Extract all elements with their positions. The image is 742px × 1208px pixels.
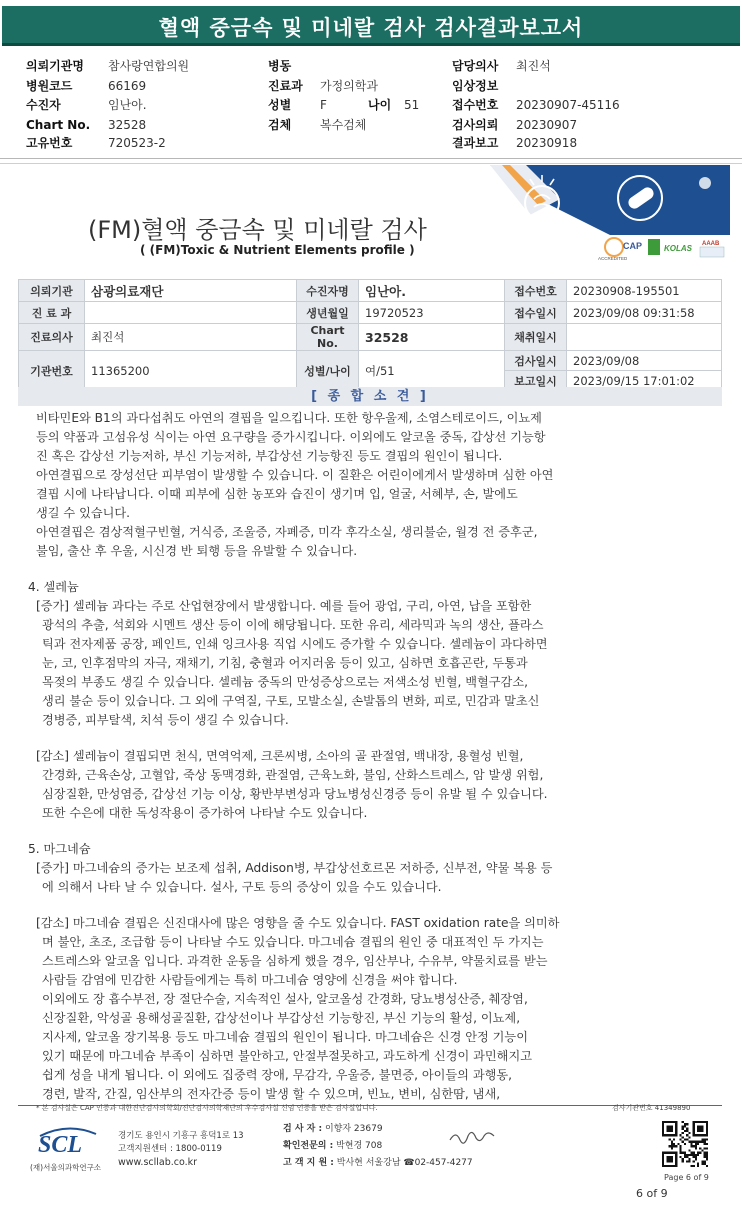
header-value: F — [320, 98, 327, 112]
table-value: 2023/09/15 17:01:02 — [567, 371, 722, 391]
body-line: 쉽게 성을 내게 됩니다. 이 외에도 집중력 장애, 무감각, 우울증, 불면증, 아이들의 과행동, — [42, 1068, 513, 1082]
header-key: 성별 — [268, 98, 292, 112]
lab-address: 경기도 용인시 기흥구 흥덕1로 13 — [118, 1131, 244, 1141]
header-row — [452, 78, 516, 94]
header-value: 가정의학과 — [320, 79, 378, 93]
body-line: 경병증, 피부탈색, 치석 등이 생길 수 있습니다. — [42, 713, 289, 727]
report-title-bar — [0, 0, 742, 52]
report-title: (FM)혈액 중금속 및 미네랄 검사 — [88, 216, 427, 244]
body-line: [감소] 셀레늄이 결핍되면 천식, 면역억제, 크론씨병, 소아의 골 관절염, 백내장, 용혈성 빈혈, — [36, 749, 524, 763]
signer-row — [283, 1138, 473, 1155]
table-row — [19, 324, 722, 351]
signer-value: 박현경 708 — [336, 1141, 383, 1151]
table-value: 임난아. — [359, 280, 505, 302]
lab-website[interactable]: www.scllab.co.kr — [118, 1157, 198, 1168]
document-title: 혈액 중금속 및 미네랄 검사 검사결과보고서 — [158, 16, 584, 40]
header-key: 결과보고 — [452, 136, 499, 150]
bubble-icon — [699, 177, 711, 189]
header-key: 고유번호 — [26, 136, 73, 150]
paragraph-gap — [28, 897, 718, 914]
body-line: 틱과 전자제품 공장, 페인트, 인쇄 잉크사용 직업 시에도 증가할 수 있습니다. 셀레늄이 과다하면 — [42, 637, 548, 651]
signer-value: 이향자 23679 — [324, 1124, 383, 1134]
header-value: 참사랑연합의원 — [108, 59, 190, 73]
body-line: 아연결핍은 겸상적혈구빈혈, 거식증, 조울증, 자폐증, 미각 후각소실, 생리불순, 월경 전 증후군, — [36, 525, 538, 539]
table-value: 19720523 — [359, 302, 505, 324]
header-key: 접수번호 — [452, 98, 499, 112]
body-line: 경련, 발작, 간질, 임산부의 전자간증 등이 발생 할 수 있으며, 빈뇨, 변비, 심한땀, 냄새, — [42, 1087, 501, 1101]
signer-key: 확인전문의 : — [283, 1141, 334, 1151]
header-value: 32528 — [108, 118, 147, 132]
header-row — [452, 117, 577, 133]
table-row — [19, 302, 722, 324]
body-line: 광석의 추출, 석회와 시멘트 생산 등이 이에 해당됩니다. 또한 유리, 세라믹과 녹의 생산, 플라스 — [42, 618, 544, 632]
table-label: 생년월일 — [297, 302, 359, 324]
lab-id: 검사기관번호 41349890 — [612, 1104, 691, 1112]
section-heading: 4. 셀레늄 — [28, 580, 79, 594]
header-row — [26, 117, 146, 133]
body-line: 있기 때문에 마그네슘 부족이 심하면 불안하고, 안절부절못하고, 과도하게 신경이 과민해지고 — [42, 1049, 532, 1063]
body-line: 목젖의 부종도 생길 수 있습니다. 셀레늄 중독의 만성증상으로는 저색소성 빈혈, 백혈구감소, — [42, 675, 528, 689]
header-key: 의뢰기관명 — [26, 59, 84, 73]
divider — [0, 158, 742, 159]
body-line: 며 불안, 초조, 조급함 등이 나타날 수도 있습니다. 마그네슘 결핍의 원인 중 대표적인 두 가지는 — [42, 935, 544, 949]
logo-text: SCL — [38, 1132, 83, 1158]
body-line: 신장질환, 악성골 용해성골질환, 갑상선이나 부갑상선 기능항진, 부신 기능의 활성, 이뇨제, — [42, 1011, 521, 1025]
signer-key: 고 객 지 원 : — [283, 1158, 334, 1168]
scl-logo — [30, 1124, 104, 1174]
header-key: 병동 — [268, 59, 292, 73]
body-line: 또한 수은에 대한 독성작용이 증가하여 나타날 수도 있습니다. — [42, 806, 368, 820]
page-indicator-small: Page 6 of 9 — [664, 1173, 709, 1182]
header-value: 최진석 — [516, 59, 551, 73]
header-key: 검체 — [268, 118, 292, 132]
body-line: 아연결핍으로 장성선단 피부염이 발생할 수 있습니다. 이 질환은 어린이에게서 발생하며 심한 아연 — [36, 468, 554, 482]
body-line: 비타민E와 B1의 과다섭취도 아연의 결핍을 일으킵니다. 또한 항우울제, 소염스테로이드, 이뇨제 — [36, 411, 542, 425]
body-line: 생길 수 있습니다. — [36, 506, 131, 520]
header-row — [268, 97, 419, 113]
body-line: 불임, 출산 후 우울, 시신경 반 퇴행 등을 유발할 수 있습니다. — [36, 544, 358, 558]
footer-note: * 본 검사실은 CAP 인증과 대한진단검사의학회/진단검사의학재단의 우수검사실 신임 인증을 받은 검사실입니다. — [36, 1104, 378, 1112]
header-value: 20230918 — [516, 136, 578, 150]
header-row — [26, 58, 189, 74]
body-line: 스트레스와 알코올 입니다. 과격한 운동을 심하게 했을 경우, 임산부나, 수유부, 약물치료를 받는 — [42, 954, 548, 968]
signer-row — [283, 1155, 473, 1172]
header-row — [452, 58, 551, 74]
svg-text:CAP: CAP — [623, 241, 643, 251]
section-heading: 5. 마그네슘 — [28, 842, 91, 856]
table-value: 삼광의료재단 — [85, 280, 297, 302]
summary-heading: [ 종 합 소 견 ] — [18, 387, 722, 406]
header-key: 임상정보 — [452, 79, 499, 93]
table-label: 수진자명 — [297, 280, 359, 302]
header-value: 20230907 — [516, 118, 578, 132]
aaab-logo — [700, 241, 724, 257]
body-line: 간경화, 근육손상, 고혈압, 죽상 동맥경화, 관절염, 근육노화, 불임, 산화스트레스, 암 발생 위험, — [42, 768, 544, 782]
table-label: 기관번호 — [19, 351, 85, 391]
header-key: 수진자 — [26, 98, 61, 112]
header-row — [452, 97, 620, 113]
table-value: 2023/09/08 — [567, 351, 722, 371]
age-key: 나이 — [368, 98, 392, 112]
paragraph-gap — [28, 730, 718, 747]
table-value — [85, 302, 297, 324]
signer-value: 박사현 서울강남 ☎02-457-4277 — [336, 1158, 473, 1168]
table-label: 접수번호 — [505, 280, 567, 302]
handwritten-signature — [448, 1128, 498, 1148]
age-value: 51 — [404, 98, 420, 112]
svg-text:AAAB: AAAB — [702, 241, 720, 247]
table-label: 접수일시 — [505, 302, 567, 324]
body-line: 진 혹은 갑상선 기능저하, 부신 기능저하, 부갑상선 기능항진 등도 결핍의 원인이 됩니다. — [36, 449, 503, 463]
header-row — [452, 135, 577, 151]
header-value: 복수검체 — [320, 118, 367, 132]
qr-code[interactable] — [662, 1121, 708, 1167]
patient-info-table — [18, 279, 722, 391]
logo-subtext: (재)서울의과학연구소 — [30, 1163, 102, 1172]
table-value: 여/51 — [359, 351, 505, 391]
header-key: 병원코드 — [26, 79, 73, 93]
body-line: [증가] 셀레늄 과다는 주로 산업현장에서 발생합니다. 예를 들어 광업, 구리, 아연, 납을 포함한 — [36, 599, 532, 613]
table-label: 진료의사 — [19, 324, 85, 351]
body-line: [감소] 마그네슘 결핍은 신진대사에 많은 영향을 줄 수도 있습니다. FAST oxidation rate을 의미하 — [36, 916, 560, 930]
table-row — [19, 351, 722, 371]
page-indicator: 6 of 9 — [636, 1187, 668, 1200]
paragraph-gap — [28, 823, 718, 840]
body-line: 결핍 시에 나타납니다. 이때 피부에 심한 농포와 습진이 생기며 입, 얼굴, 서혜부, 손, 발에도 — [36, 487, 518, 501]
table-value — [567, 324, 722, 351]
table-value: 32528 — [359, 324, 505, 351]
table-label: 성별/나이 — [297, 351, 359, 391]
kolas-logo — [648, 239, 693, 255]
body-line: [증가] 마그네슘의 증가는 보조제 섭취, Addison병, 부갑상선호르몬 저하증, 신부전, 약물 복용 등 — [36, 861, 553, 875]
table-row — [19, 280, 722, 302]
header-value: 20230907-45116 — [516, 98, 620, 112]
header-row — [26, 135, 166, 151]
cap-accreditation-logo — [598, 238, 642, 261]
svg-text:KOLAS: KOLAS — [664, 244, 692, 253]
table-label: 의뢰기관 — [19, 280, 85, 302]
body-line: 등의 약품과 고섬유성 식이는 아연 요구량을 증가시킵니다. 이외에도 알코올 중독, 갑상선 기능항 — [36, 430, 546, 444]
table-value: 2023/09/08 09:31:58 — [567, 302, 722, 324]
lab-contact — [118, 1130, 244, 1169]
body-line: 심장질환, 만성염증, 갑상선 기능 이상, 황반부변성과 당뇨병성신경증 등이 유발 될 수 있습니다. — [42, 787, 548, 801]
table-label: Chart No. — [297, 324, 359, 351]
table-value: 20230908-195501 — [567, 280, 722, 302]
header-key: 담당의사 — [452, 59, 499, 73]
header-row — [268, 117, 366, 133]
report-subtitle: ( (FM)Toxic & Nutrient Elements profile ) — [140, 243, 415, 257]
signer-block — [283, 1121, 473, 1172]
body-line: 지사제, 알코올 장기복용 등도 마그네슘 결핍의 원인이 됩니다. 마그네슘은 신경 안정 기능이 — [42, 1030, 528, 1044]
report-banner — [490, 165, 730, 273]
header-value: 66169 — [108, 79, 147, 93]
body-line: 사람들 감염에 민감한 사람들에게는 특히 마그네슘 영양에 신경을 써야 합니다. — [42, 973, 458, 987]
header-value: 720523-2 — [108, 136, 166, 150]
lab-phone: 고객지원센터 : 1800-0119 — [118, 1144, 222, 1154]
header-row — [26, 97, 147, 113]
summary-body — [28, 409, 718, 1104]
table-label: 보고일시 — [505, 371, 567, 391]
header-key: 검사의뢰 — [452, 118, 499, 132]
body-line: 이외에도 장 흡수부전, 장 절단수술, 지속적인 설사, 알코올성 간경화, 당뇨병성산증, 췌장염, — [42, 992, 528, 1006]
body-line: 눈, 코, 인후점막의 자극, 재채기, 기침, 충혈과 어지러움 등이 있고, 심하면 호흡곤란, 두통과 — [42, 656, 528, 670]
paragraph-gap — [28, 561, 718, 578]
table-value: 최진석 — [85, 324, 297, 351]
header-key: 진료과 — [268, 79, 303, 93]
header-value: 임난아. — [108, 98, 147, 112]
table-label: 진 료 과 — [19, 302, 85, 324]
body-line: 에 의해서 나타 날 수 있습니다. 설사, 구토 등의 증상이 있을 수도 있습니다. — [42, 880, 442, 894]
body-line: 생리 불순 등이 있습니다. 그 외에 구역질, 구토, 모발소실, 손발톱의 변화, 피로, 민감과 말초신 — [42, 694, 540, 708]
table-label: 채취일시 — [505, 324, 567, 351]
signer-key: 검 사 자 : — [283, 1124, 323, 1134]
divider — [0, 163, 742, 164]
header-row — [268, 58, 320, 74]
table-value: 11365200 — [85, 351, 297, 391]
svg-text:ACCREDITED: ACCREDITED — [598, 256, 628, 261]
header-key: Chart No. — [26, 118, 91, 132]
table-label: 검사일시 — [505, 351, 567, 371]
header-row — [26, 78, 146, 94]
header-row — [268, 78, 378, 94]
signer-row — [283, 1121, 473, 1138]
